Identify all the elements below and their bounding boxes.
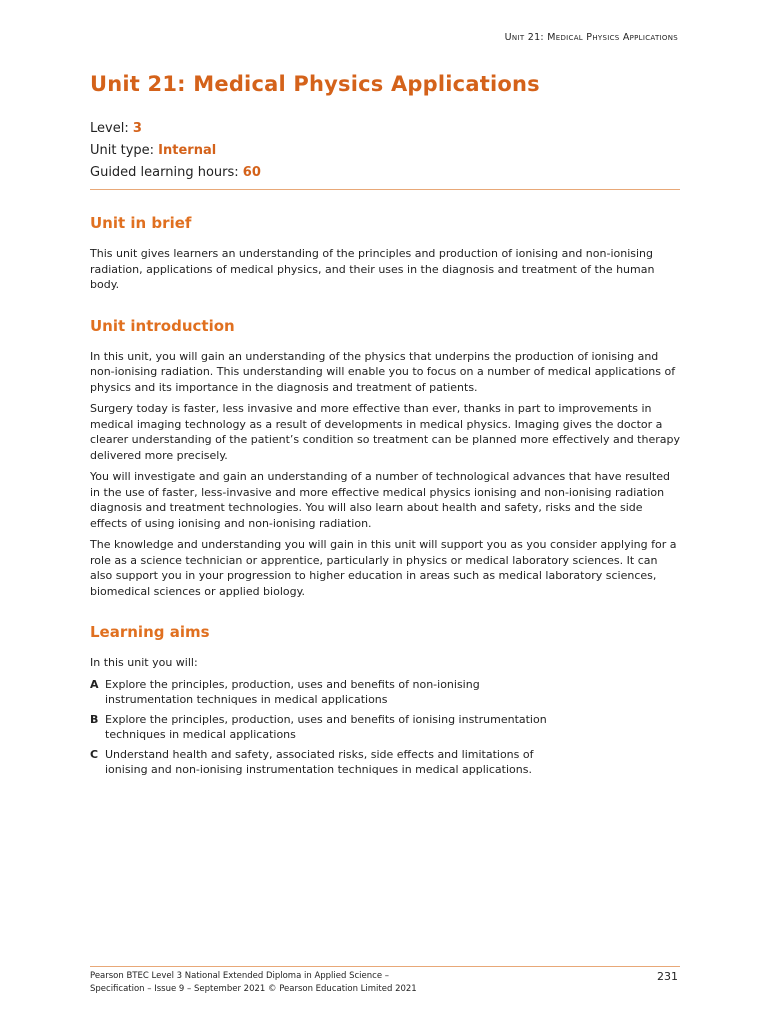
learning-aim-a bbox=[90, 677, 680, 708]
meta-level bbox=[90, 118, 680, 140]
unit-in-brief-text: This unit gives learners an understanding of the principles and production of ionising and non-ionising radiation, applications of medical physics, and their uses in the diagnosis and treatment of the human body. bbox=[90, 247, 655, 291]
intro-paragraph: You will investigate and gain an understanding of a number of technological advances that have resulted in the use of faster, less-invasive and more effective medical physics ionising and non-ionising radiation diagnosis and treatment technologies. You will also learn about health and safety, risks and the side effects of using ionising and non-ionising radiation. bbox=[90, 470, 670, 530]
footer-line-1: Pearson BTEC Level 3 National Extended Diploma in Applied Science – bbox=[90, 971, 390, 981]
meta-hours-label: Guided learning hours: bbox=[90, 165, 243, 180]
aim-text: Explore the principles, production, uses and benefits of ionising instrumentation techniques in medical applications bbox=[105, 712, 547, 741]
page-footer bbox=[90, 966, 680, 996]
running-head: Unit 21: Medical Physics Applications bbox=[504, 32, 678, 43]
footer-line-2: Specification – Issue 9 – September 2021 © Pearson Education Limited 2021 bbox=[90, 984, 417, 994]
page-content bbox=[90, 72, 680, 782]
intro-paragraph: Surgery today is faster, less invasive and more effective than ever, thanks in part to improvements in medical imaging technology as a result of developments in medical physics. Imaging gives the doctor a clearer understanding of the patient’s condition so treatment can be planned more effectively and therapy delivered more precisely. bbox=[90, 402, 680, 462]
page-title: Unit 21: Medical Physics Applications bbox=[90, 72, 540, 96]
unit-meta bbox=[90, 118, 680, 184]
learning-aim-b bbox=[90, 712, 680, 743]
meta-type-label: Unit type: bbox=[90, 143, 159, 158]
aim-text: Understand health and safety, associated risks, side effects and limitations of ionising and non-ionising instrumentation techniques in medical applications. bbox=[105, 747, 534, 776]
meta-hours-value: 60 bbox=[242, 165, 261, 180]
aim-text: Explore the principles, production, uses and benefits of non-ionising instrumentation techniques in medical applications bbox=[105, 677, 480, 706]
heading-unit-introduction: Unit introduction bbox=[90, 316, 235, 335]
aim-letter: B bbox=[90, 712, 99, 726]
meta-unit-type bbox=[90, 140, 680, 162]
aim-letter: C bbox=[90, 747, 99, 761]
learning-aim-c bbox=[90, 747, 680, 778]
learning-aims-intro: In this unit you will: bbox=[90, 656, 198, 669]
intro-paragraph: In this unit, you will gain an understanding of the physics that underpins the production of ionising and non-ionising radiation. This understanding will enable you to focus on a number of medical applications of physics and its importance in the diagnosis and treatment of patients. bbox=[90, 349, 676, 394]
aim-letter: A bbox=[90, 677, 99, 691]
heading-unit-in-brief: Unit in brief bbox=[90, 214, 192, 232]
meta-guided-hours bbox=[90, 162, 680, 184]
meta-type-value: Internal bbox=[158, 143, 217, 158]
meta-level-value: 3 bbox=[132, 121, 142, 136]
intro-paragraph: The knowledge and understanding you will gain in this unit will support you as you consider applying for a role as a science technician or apprentice, particularly in physics or medical laboratory sciences. It can also support you in your progression to higher education in areas such as medical laboratory sciences, biomedical sciences or applied biology. bbox=[90, 538, 677, 598]
page-number: 231 bbox=[657, 970, 678, 983]
meta-level-label: Level: bbox=[90, 121, 133, 136]
meta-divider bbox=[90, 189, 680, 190]
heading-learning-aims: Learning aims bbox=[90, 623, 210, 641]
